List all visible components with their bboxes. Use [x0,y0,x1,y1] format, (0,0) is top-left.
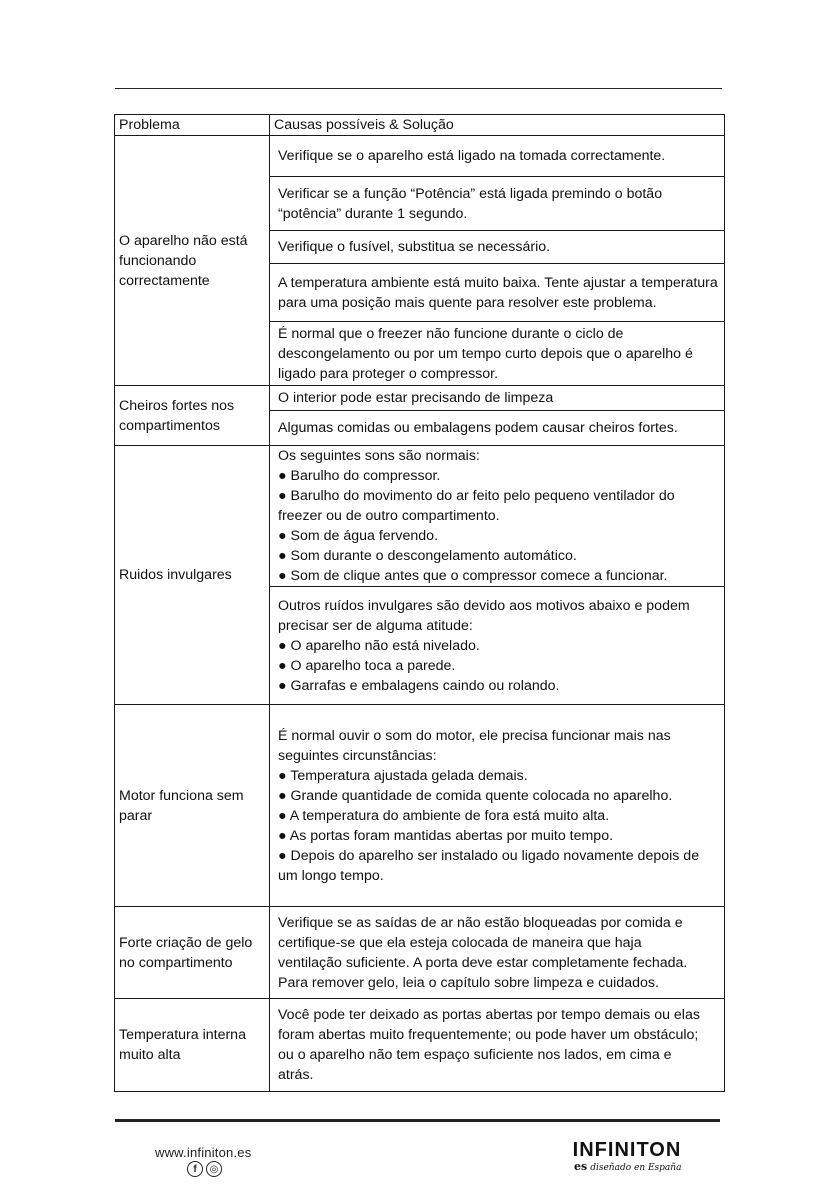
problem-line: funcionando [119,252,197,269]
header-problem: Problema [115,115,270,136]
solution-cell [270,231,725,264]
solution-line: ● Grande quantidade de comida quente colocada no aparelho. [278,787,673,804]
solution-line: É normal ouvir o som do motor, ele precisa funcionar mais nas [278,727,671,744]
problem-line: O aparelho não está [119,232,248,249]
solution-line: ventilação suficiente. A porta deve estar completamente fechada. [278,954,688,971]
solution-line: ● Barulho do movimento do ar feito pelo pequeno ventilador do [278,488,675,504]
solution-cell [270,587,725,705]
table-row [115,999,725,1092]
solution-line: ● Som de clique antes que o compressor comece a funcionar. [278,568,668,584]
instagram-icon: ◎ [206,1161,222,1177]
problem-cell [115,907,270,999]
solution-cell [270,446,725,587]
brand-logo [572,1139,682,1174]
tagline-text: diseñado en España [590,1163,682,1173]
table-row [115,446,725,587]
problem-line: parar [119,807,153,824]
solution-line: ● Som durante o descongelamento automático. [278,548,577,564]
solution-cell [270,907,725,999]
solution-line: ou o aparelho não tem espaço suficiente nos lados, em cima e [278,1047,672,1063]
solution-cell [270,999,725,1092]
header-causes-solution: Causas possíveis & Solução [270,115,725,136]
facebook-icon: f [187,1161,203,1177]
solution-line: para uma posição mais quente para resolver este problema. [278,294,657,311]
problem-line: no compartimento [119,954,233,971]
solution-line: Verifique o fusível, substitua se necessário. [278,239,551,255]
problem-line: Ruidos invulgares [119,567,232,583]
problem-line: compartimentos [119,417,220,434]
solution-line: “potência” durante 1 segundo. [278,205,468,222]
solution-line: Algumas comidas ou embalagens podem causar cheiros fortes. [278,420,678,436]
troubleshooting-table [114,114,725,1092]
problem-line: Forte criação de gelo [119,934,253,951]
solution-line: Verifique se o aparelho está ligado na tomada correctamente. [278,148,666,164]
problem-line: Temperatura interna [119,1027,246,1043]
solution-line: ● Som de água fervendo. [278,528,439,544]
problem-cell [115,705,270,907]
solution-line: É normal que o freezer não funcione durante o ciclo de [278,325,624,342]
top-rule [115,88,722,89]
brand-tagline [572,1161,682,1174]
solution-line: um longo tempo. [278,867,384,884]
solution-cell [270,136,725,177]
problem-cell [115,386,270,446]
solution-line: ● As portas foram mantidas abertas por muito tempo. [278,827,614,844]
solution-line: ● O aparelho toca a parede. [278,657,456,674]
table-row [115,386,725,411]
problem-line: muito alta [119,1047,181,1063]
solution-line: descongelamento ou por um tempo curto depois que o aparelho é [278,345,693,362]
solution-line: ● O aparelho não está nivelado. [278,637,480,654]
table-row [115,705,725,907]
solution-line: certifique-se que ela esteja colocada de maneira que haja [278,934,642,951]
problem-cell [115,446,270,705]
solution-line: atrás. [278,1067,314,1083]
solution-cell [270,411,725,446]
solution-cell [270,386,725,411]
solution-line: freezer ou de outro compartimento. [278,508,500,524]
solution-line: O interior pode estar precisando de limpeza [278,390,554,406]
solution-line: precisar ser de alguma atitude: [278,617,473,634]
table-row [115,907,725,999]
solution-line: Outros ruídos invulgares são devido aos motivos abaixo e podem [278,597,690,614]
solution-line: Os seguintes sons são normais: [278,448,480,464]
social-icons [187,1161,222,1177]
bottom-rule [115,1119,720,1122]
solution-line: ● Depois do aparelho ser instalado ou ligado novamente depois de [278,847,700,864]
solution-line: Para remover gelo, leia o capítulo sobre limpeza e cuidados. [278,974,659,991]
brand-name: INFINITON [572,1139,682,1161]
problem-cell [115,999,270,1092]
table-header-row [115,115,725,136]
table-row [115,136,725,177]
solution-line: Verificar se a função “Potência” está ligada premindo o botão [278,185,663,202]
solution-line: ● A temperatura do ambiente de fora está muito alta. [278,807,610,824]
solution-line: seguintes circunstâncias: [278,747,437,764]
solution-line: ● Garrafas e embalagens caindo ou rolando. [278,677,560,694]
tagline-mark: es [574,1160,588,1173]
problem-cell [115,136,270,386]
solution-line: Você pode ter deixado as portas abertas por tempo demais ou elas [278,1007,700,1023]
problem-line: Cheiros fortes nos [119,397,235,414]
solution-line: A temperatura ambiente está muito baixa. Tente ajustar a temperatura [278,274,718,291]
problem-line: Motor funciona sem [119,787,244,804]
solution-line: foram abertas muito frequentemente; ou pode haver um obstáculo; [278,1027,699,1043]
solution-line: ligado para proteger o compressor. [278,365,499,382]
solution-cell [270,177,725,231]
solution-cell [270,705,725,907]
website-text: www.infiniton.es [155,1145,252,1160]
problem-line: correctamente [119,272,210,289]
solution-cell [270,322,725,386]
solution-line: ● Temperatura ajustada gelada demais. [278,767,528,784]
solution-line: Verifique se as saídas de ar não estão bloqueadas por comida e [278,914,683,931]
solution-cell [270,264,725,322]
solution-line: ● Barulho do compressor. [278,468,441,484]
